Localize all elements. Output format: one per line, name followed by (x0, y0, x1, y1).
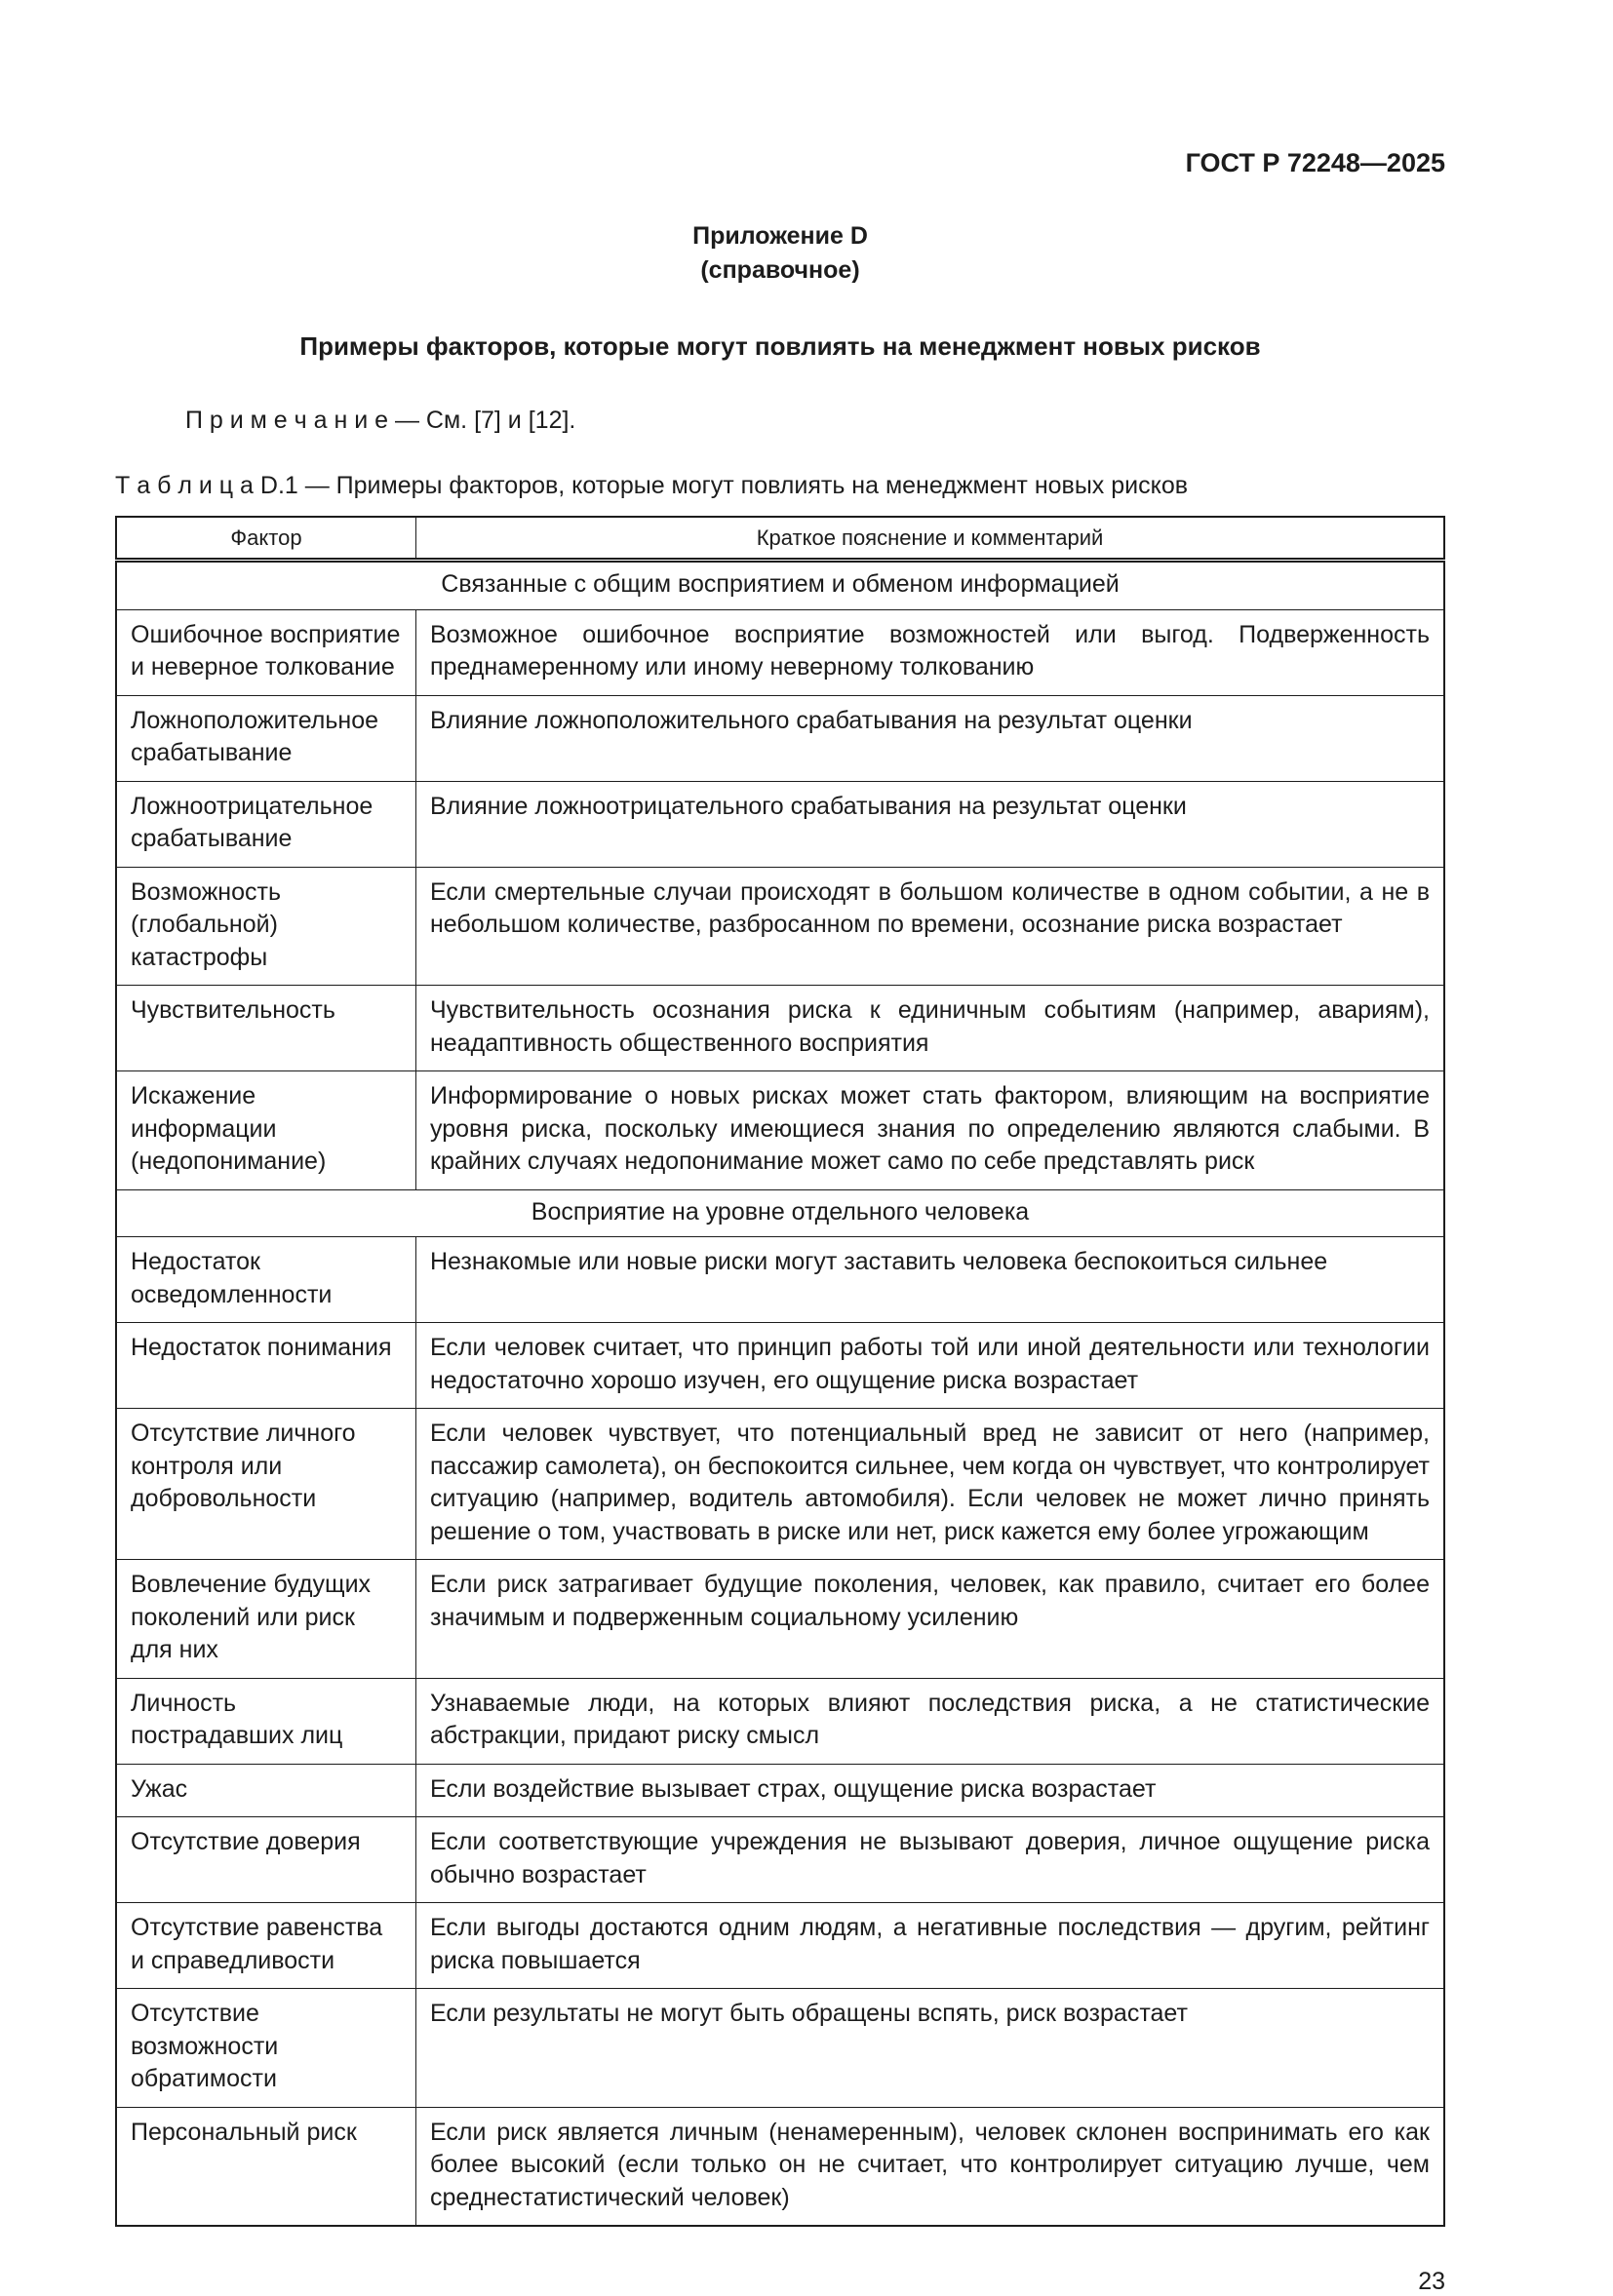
comment-cell: Если смертельные случаи происходят в большом количестве в одном событии, а не в небольшом количестве, разбросанном по времени, осознание риска возрастает (416, 867, 1445, 986)
factor-cell: Ложноотрицательное срабатывание (116, 781, 416, 867)
table-row (116, 2107, 1444, 2226)
table-row (116, 1817, 1444, 1903)
comment-cell: Если воздействие вызывает страх, ощущение риска возрастает (416, 1764, 1445, 1817)
factor-cell: Ошибочное восприятие и неверное толкование (116, 609, 416, 695)
section-row (116, 1189, 1444, 1237)
appendix-subtitle: (справочное) (700, 255, 860, 284)
factor-cell: Отсутствие доверия (116, 1817, 416, 1903)
page-content (115, 0, 1445, 2296)
comment-cell: Если результаты не могут быть обращены вспять, риск возрастает (416, 1989, 1445, 2108)
factor-cell: Возможность (глобальной) катастрофы (116, 867, 416, 986)
table-row (116, 867, 1444, 986)
table-row (116, 609, 1444, 695)
document-code: ГОСТ Р 72248—2025 (1185, 148, 1445, 177)
section-label: Восприятие на уровне отдельного человека (116, 1189, 1444, 1237)
comment-cell: Информирование о новых рисках может стать фактором, влияющим на восприятие уровня риска, поскольку имеющиеся знания по определению являются слабыми. В крайних случаях недопонимание может само по себе представлять риск (416, 1071, 1445, 1190)
comment-cell: Если выгоды достаются одним людям, а негативные последствия — другим, рейтинг риска повышается (416, 1903, 1445, 1989)
factor-cell: Отсутствие возможности обратимости (116, 1989, 416, 2108)
table-row (116, 1071, 1444, 1190)
appendix-block (115, 219, 1445, 287)
factor-cell: Личность пострадавших лиц (116, 1678, 416, 1764)
factor-cell: Отсутствие личного контроля или добровольности (116, 1409, 416, 1560)
table-header-row (116, 517, 1444, 561)
factor-cell: Ложноположительное срабатывание (116, 695, 416, 781)
table-row (116, 1237, 1444, 1323)
page-title: Примеры факторов, которые могут повлиять на менеджмент новых рисков (299, 331, 1261, 361)
table-row (116, 781, 1444, 867)
factors-table (115, 516, 1445, 2227)
table-row (116, 1560, 1444, 1679)
comment-cell: Незнакомые или новые риски могут заставить человека беспокоиться сильнее (416, 1237, 1445, 1323)
table-row (116, 1678, 1444, 1764)
table-row (116, 1764, 1444, 1817)
factor-cell: Искажение информации (недопонимание) (116, 1071, 416, 1190)
factor-cell: Недостаток осведомленности (116, 1237, 416, 1323)
comment-cell: Чувствительность осознания риска к единичным событиям (например, авариям), неадаптивность общественного восприятия (416, 986, 1445, 1071)
page-number: 23 (1418, 2268, 1445, 2296)
factor-cell: Недостаток понимания (116, 1323, 416, 1409)
factor-cell: Чувствительность (116, 986, 416, 1071)
table-caption: Т а б л и ц а D.1 — Примеры факторов, которые могут повлиять на менеджмент новых рисков (115, 472, 1188, 499)
note-text: П р и м е ч а н и е — См. [7] и [12]. (185, 407, 576, 434)
comment-cell: Если риск затрагивает будущие поколения, человек, как правило, считает его более значимым и подверженным социальному усилению (416, 1560, 1445, 1679)
factor-cell: Отсутствие равенства и справедливости (116, 1903, 416, 1989)
table-row (116, 695, 1444, 781)
table-row (116, 986, 1444, 1071)
table-body (116, 561, 1444, 2227)
comment-cell: Если человек чувствует, что потенциальный вред не зависит от него (например, пассажир самолета), он беспокоится сильнее, чем когда он чувствует, что контролирует ситуацию (например, водитель автомобиля). Если человек не может лично принять решение о том, участвовать в риске или нет, риск кажется ему более угрожающим (416, 1409, 1445, 1560)
factor-cell: Вовлечение будущих поколений или риск для них (116, 1560, 416, 1679)
comment-cell: Влияние ложноотрицательного срабатывания на результат оценки (416, 781, 1445, 867)
column-header-factor: Фактор (116, 517, 416, 561)
appendix-title: Приложение D (692, 222, 868, 250)
table-row (116, 1989, 1444, 2108)
comment-cell: Если человек считает, что принцип работы той или иной деятельности или технологии недостаточно хорошо изучен, его ощущение риска возрастает (416, 1323, 1445, 1409)
comment-cell: Узнаваемые люди, на которых влияют последствия риска, а не статистические абстракции, придают риску смысл (416, 1678, 1445, 1764)
factor-cell: Персональный риск (116, 2107, 416, 2226)
comment-cell: Возможное ошибочное восприятие возможностей или выгод. Подверженность преднамеренному или иному неверному толкованию (416, 609, 1445, 695)
factor-cell: Ужас (116, 1764, 416, 1817)
column-header-comment: Краткое пояснение и комментарий (416, 517, 1445, 561)
comment-cell: Если риск является личным (ненамеренным), человек склонен воспринимать его как более высокий (если только он не считает, что контролирует ситуацию лучше, чем среднестатистический человек) (416, 2107, 1445, 2226)
comment-cell: Если соответствующие учреждения не вызывают доверия, личное ощущение риска обычно возрастает (416, 1817, 1445, 1903)
section-row (116, 561, 1444, 610)
table-row (116, 1903, 1444, 1989)
comment-cell: Влияние ложноположительного срабатывания на результат оценки (416, 695, 1445, 781)
table-row (116, 1323, 1444, 1409)
table-row (116, 1409, 1444, 1560)
section-label: Связанные с общим восприятием и обменом информацией (116, 561, 1444, 610)
